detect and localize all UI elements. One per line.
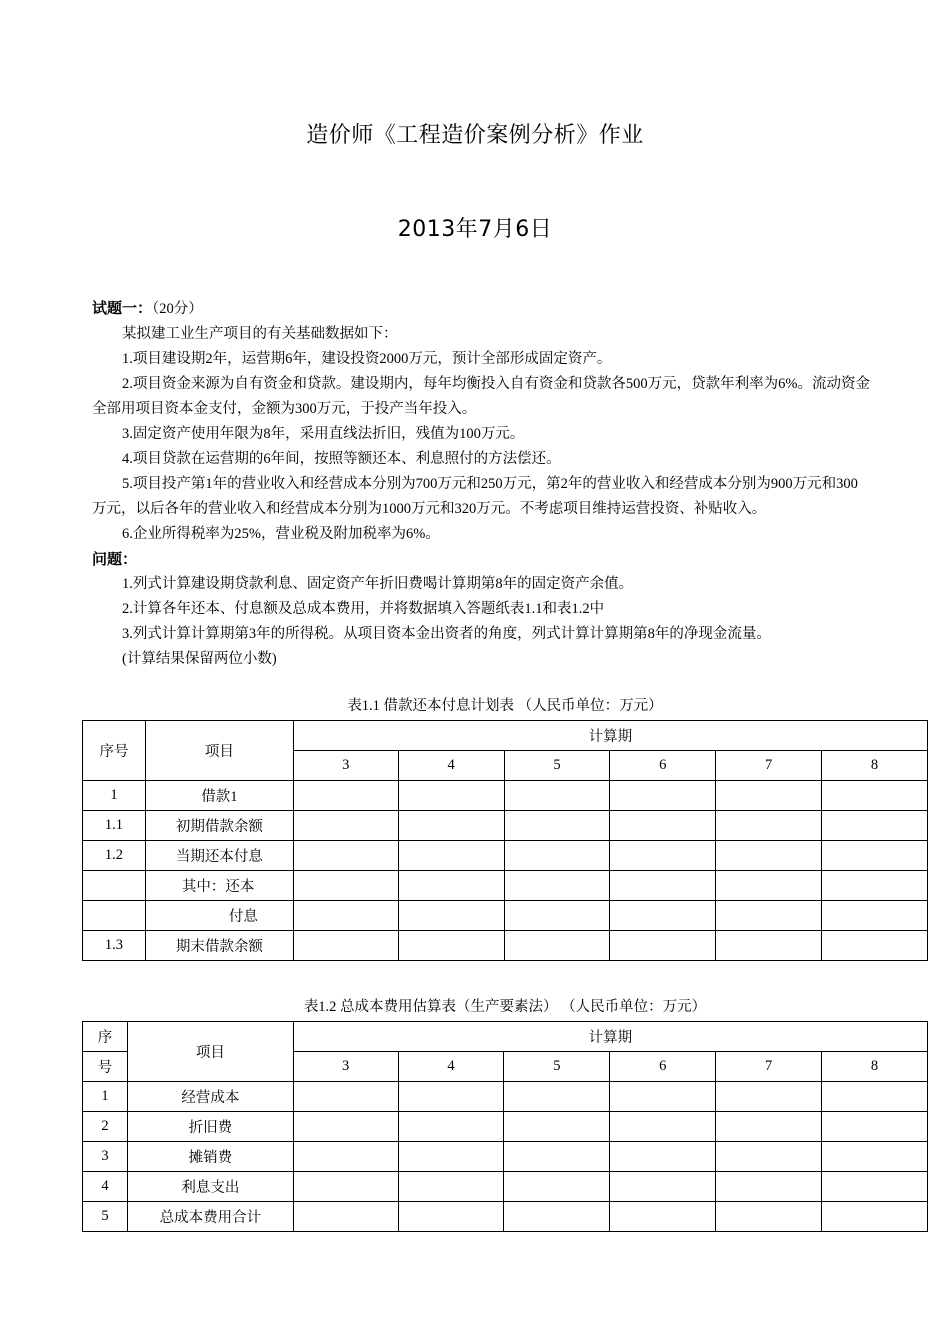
table2-period-cell: 5 (504, 1052, 610, 1082)
value-cell[interactable] (293, 871, 398, 901)
table-row (83, 811, 928, 841)
row-seq: 2 (83, 1112, 128, 1142)
value-cell[interactable] (822, 931, 928, 961)
value-cell[interactable] (398, 1112, 504, 1142)
row-item: 总成本费用合计 (127, 1202, 293, 1232)
value-cell[interactable] (398, 901, 504, 931)
intro-paragraph: 某拟建工业生产项目的有关基础数据如下： (122, 326, 398, 342)
row-item: 经营成本 (127, 1082, 293, 1112)
value-cell[interactable] (716, 1142, 822, 1172)
table-row (83, 1202, 928, 1232)
value-cell[interactable] (293, 1082, 398, 1112)
table1-period-cell: 6 (610, 751, 716, 781)
row-item: 折旧费 (127, 1112, 293, 1142)
table1-caption: 表1.1 借款还本付息计划表 （人民币单位：万元） (347, 698, 663, 714)
value-cell[interactable] (610, 901, 716, 931)
value-cell[interactable] (504, 1082, 610, 1112)
value-cell[interactable] (293, 841, 398, 871)
row-seq: 5 (83, 1202, 128, 1232)
table-row (83, 1082, 928, 1112)
table-row (83, 1142, 928, 1172)
table2-period-cell: 7 (716, 1052, 822, 1082)
value-cell[interactable] (398, 1082, 504, 1112)
value-cell[interactable] (716, 1202, 822, 1232)
value-cell[interactable] (822, 1112, 928, 1142)
row-seq (83, 901, 146, 931)
loan-repayment-table (82, 720, 928, 961)
value-cell[interactable] (716, 841, 822, 871)
value-cell[interactable] (504, 1142, 610, 1172)
value-cell[interactable] (610, 1202, 716, 1232)
value-cell[interactable] (610, 1112, 716, 1142)
value-cell[interactable] (716, 931, 822, 961)
table2-header-item: 项目 (127, 1022, 293, 1082)
value-cell[interactable] (610, 841, 716, 871)
row-item: 期末借款余额 (145, 931, 293, 961)
value-cell[interactable] (822, 781, 928, 811)
value-cell[interactable] (610, 1082, 716, 1112)
table1-period-cell: 5 (504, 751, 610, 781)
value-cell[interactable] (398, 1202, 504, 1232)
value-cell[interactable] (716, 1172, 822, 1202)
data-item-2: 2.项目资金来源为自有资金和贷款。建设期内，每年均衡投入自有资金和贷款各500万元，贷款年利率为6%。流动资金全部用项目资本金支付，金额为300万元，于投产当年投入。 (92, 376, 870, 417)
value-cell[interactable] (610, 871, 716, 901)
value-cell[interactable] (504, 901, 610, 931)
row-item: 付息 (145, 901, 293, 931)
value-cell[interactable] (504, 841, 610, 871)
data-item-6: 6.企业所得税率为25%，营业税及附加税率为6%。 (122, 526, 440, 542)
table1-period-cell: 4 (398, 751, 504, 781)
table-row (83, 1172, 928, 1202)
value-cell[interactable] (293, 811, 398, 841)
value-cell[interactable] (716, 901, 822, 931)
row-seq: 1 (83, 1082, 128, 1112)
value-cell[interactable] (398, 1172, 504, 1202)
value-cell[interactable] (610, 1142, 716, 1172)
data-item-1: 1.项目建设期2年，运营期6年，建设投资2000万元，预计全部形成固定资产。 (122, 351, 612, 367)
row-seq: 1.1 (83, 811, 146, 841)
question-label: 试题一： (92, 299, 153, 317)
row-seq: 1.2 (83, 841, 146, 871)
question-item-3: 3.列式计算计算期第3年的所得税。从项目资本金出资者的角度，列式计算计算期第8年的净现金流量。 (122, 626, 771, 642)
table-row (83, 871, 928, 901)
row-item: 其中：还本 (145, 871, 293, 901)
row-item: 当期还本付息 (145, 841, 293, 871)
table1-period-cell: 8 (822, 751, 928, 781)
table2-period-cell: 6 (610, 1052, 716, 1082)
value-cell[interactable] (716, 871, 822, 901)
table-row (83, 1112, 928, 1142)
value-cell[interactable] (822, 811, 928, 841)
value-cell[interactable] (293, 1142, 398, 1172)
row-seq (83, 871, 146, 901)
question-item-2: 2.计算各年还本、付息额及总成本费用，并将数据填入答题纸表1.1和表1.2中 (122, 601, 605, 617)
value-cell[interactable] (398, 841, 504, 871)
value-cell[interactable] (610, 931, 716, 961)
value-cell[interactable] (293, 1202, 398, 1232)
value-cell[interactable] (398, 781, 504, 811)
row-seq: 3 (83, 1142, 128, 1172)
value-cell[interactable] (822, 901, 928, 931)
value-cell[interactable] (504, 871, 610, 901)
table-row (83, 781, 928, 811)
value-cell[interactable] (293, 901, 398, 931)
row-seq: 1 (83, 781, 146, 811)
value-cell[interactable] (398, 931, 504, 961)
table-row (83, 931, 928, 961)
total-cost-table (82, 1021, 928, 1232)
table2-caption: 表1.2 总成本费用估算表（生产要素法） （人民币单位：万元） (303, 999, 707, 1015)
document-date: 2013年7月6日 (397, 217, 553, 242)
value-cell[interactable] (716, 781, 822, 811)
row-item: 初期借款余额 (145, 811, 293, 841)
row-seq: 1.3 (83, 931, 146, 961)
value-cell[interactable] (504, 1112, 610, 1142)
value-cell[interactable] (822, 1142, 928, 1172)
row-item: 利息支出 (127, 1172, 293, 1202)
data-item-5: 5.项目投产第1年的营业收入和经营成本分别为700万元和250万元，第2年的营业收入和经营成本分别为900万元和300万元，以后各年的营业收入和经营成本分别为1000万元和320万元。不考虑项目维持运营投资、补贴收入。 (92, 476, 858, 517)
table2-period-cell: 3 (293, 1052, 398, 1082)
value-cell[interactable] (398, 811, 504, 841)
table2-period-cell: 4 (398, 1052, 504, 1082)
table1-header-period: 计算期 (293, 721, 927, 751)
rounding-note: (计算结果保留两位小数) (122, 651, 277, 667)
value-cell[interactable] (610, 1172, 716, 1202)
document-title: 造价师《工程造价案例分析》作业 (306, 123, 644, 148)
value-cell[interactable] (822, 1172, 928, 1202)
questions-label: 问题： (92, 550, 138, 568)
value-cell[interactable] (610, 811, 716, 841)
value-cell[interactable] (610, 781, 716, 811)
value-cell[interactable] (716, 1082, 822, 1112)
value-cell[interactable] (822, 841, 928, 871)
value-cell[interactable] (504, 811, 610, 841)
question-item-1: 1.列式计算建设期贷款利息、固定资产年折旧费喝计算期第8年的固定资产余值。 (122, 576, 634, 592)
value-cell[interactable] (822, 1082, 928, 1112)
value-cell[interactable] (822, 1202, 928, 1232)
value-cell[interactable] (504, 931, 610, 961)
value-cell[interactable] (504, 1202, 610, 1232)
table1-header-item: 项目 (145, 721, 293, 781)
value-cell[interactable] (822, 871, 928, 901)
row-item: 摊销费 (127, 1142, 293, 1172)
table1-period-cell: 3 (293, 751, 398, 781)
question-score: （20分） (152, 301, 203, 317)
data-item-4: 4.项目贷款在运营期的6年间，按照等额还本、利息照付的方法偿还。 (122, 451, 561, 467)
value-cell[interactable] (398, 871, 504, 901)
data-item-3: 3.固定资产使用年限为8年，采用直线法折旧，残值为100万元。 (122, 426, 525, 442)
question-section (92, 296, 872, 672)
table2-header-seq-bottom: 号 (83, 1052, 128, 1082)
value-cell[interactable] (293, 1112, 398, 1142)
table-row (83, 841, 928, 871)
table1-header-seq: 序号 (83, 721, 146, 781)
value-cell[interactable] (716, 811, 822, 841)
value-cell[interactable] (293, 781, 398, 811)
row-seq: 4 (83, 1172, 128, 1202)
table1-period-cell: 7 (716, 751, 822, 781)
value-cell[interactable] (716, 1112, 822, 1142)
value-cell[interactable] (293, 1172, 398, 1202)
value-cell[interactable] (293, 931, 398, 961)
table2-header-period: 计算期 (293, 1022, 927, 1052)
value-cell[interactable] (398, 1142, 504, 1172)
table2-period-cell: 8 (822, 1052, 928, 1082)
value-cell[interactable] (504, 1172, 610, 1202)
table-row (83, 901, 928, 931)
table2-header-seq-top: 序 (83, 1022, 128, 1052)
row-item: 借款1 (145, 781, 293, 811)
value-cell[interactable] (504, 781, 610, 811)
